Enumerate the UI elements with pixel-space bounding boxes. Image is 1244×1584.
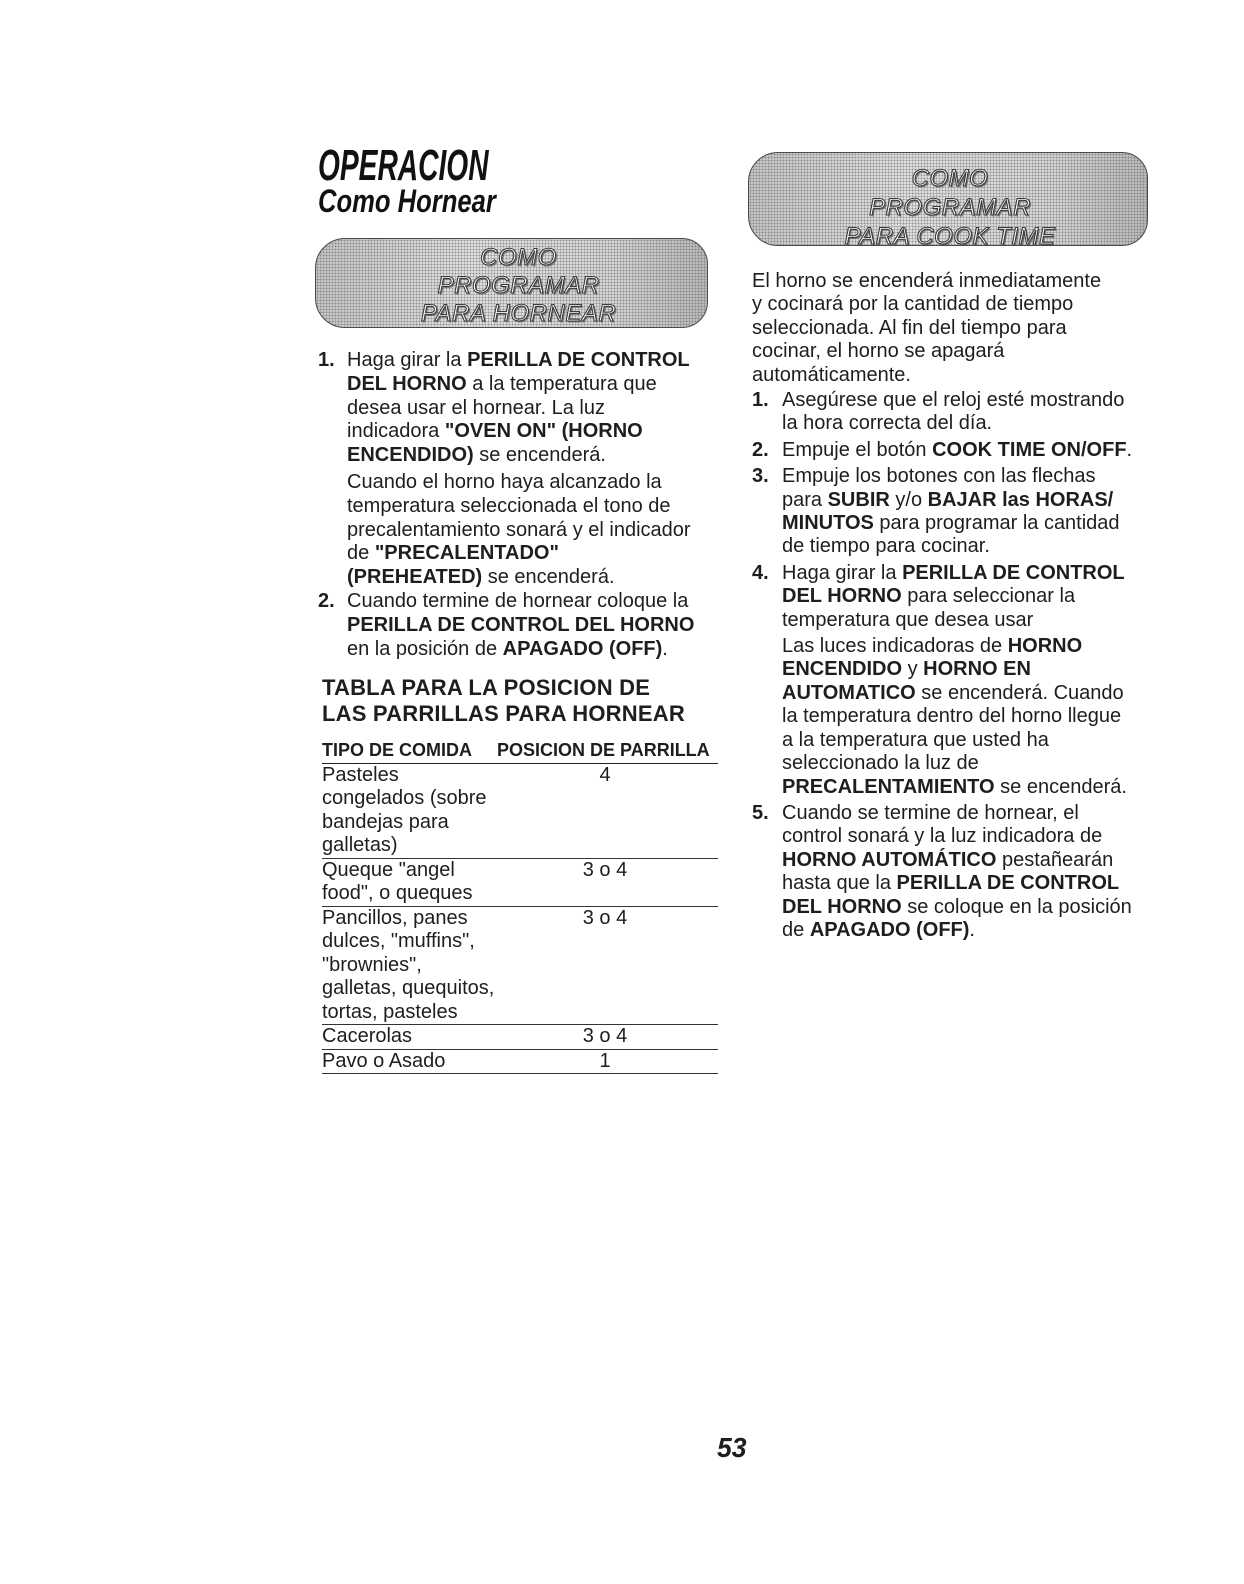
text-run: control sonará y la luz indicadora de bbox=[782, 825, 1103, 848]
text-line bbox=[782, 389, 1222, 412]
bold-text: COOK TIME ON/OFF bbox=[932, 438, 1127, 461]
step-text bbox=[347, 590, 748, 661]
bold-text: AUTOMATICO bbox=[782, 681, 916, 704]
text-run: hasta que la bbox=[782, 872, 897, 895]
food-line: Pancillos, panes bbox=[322, 906, 468, 929]
table-row bbox=[322, 907, 718, 1026]
food-line: congelados (sobre bbox=[322, 787, 487, 809]
step-item bbox=[752, 562, 1222, 799]
rack-position-cell: 3 o 4 bbox=[582, 1025, 628, 1047]
cook-time-intro bbox=[752, 270, 1222, 387]
text-line bbox=[347, 495, 748, 519]
rack-position-cell: 1 bbox=[599, 1049, 611, 1072]
text-run: la temperatura dentro del horno llegue bbox=[782, 705, 1122, 728]
table-row bbox=[322, 764, 718, 859]
text-line bbox=[782, 919, 1222, 942]
table-body bbox=[322, 764, 718, 1075]
bold-text: PERILLA DE CONTROL bbox=[902, 561, 1125, 584]
step-paragraph bbox=[347, 349, 748, 468]
text-run: de bbox=[782, 918, 810, 941]
bold-text: ENCENDIDO) bbox=[347, 444, 474, 467]
text-line bbox=[782, 705, 1222, 728]
banner-line: COMO bbox=[911, 165, 989, 192]
text-run: pestañearán bbox=[996, 848, 1114, 871]
text-line bbox=[782, 752, 1222, 775]
banner-line: PARA HORNEAR bbox=[420, 300, 617, 327]
text-run: precalentamiento sonará y el indicador bbox=[347, 518, 691, 541]
food-line: tortas, pasteles bbox=[322, 1000, 458, 1023]
bold-text: "OVEN ON" (HORNO bbox=[444, 420, 643, 443]
text-run: . bbox=[662, 637, 668, 660]
text-line bbox=[782, 825, 1222, 848]
text-run: se encenderá. Cuando bbox=[915, 681, 1124, 704]
text-line bbox=[782, 585, 1222, 608]
text-run: a la temperatura que usted ha bbox=[782, 728, 1049, 751]
step-number: 3. bbox=[752, 465, 769, 488]
text-run: Empuje los botones con las flechas bbox=[782, 465, 1096, 488]
text-line bbox=[347, 614, 748, 638]
step-text bbox=[782, 439, 1222, 462]
step-number: 5. bbox=[752, 801, 769, 824]
text-line bbox=[782, 439, 1222, 462]
text-line bbox=[347, 638, 748, 662]
column-header-rack-position: POSICION DE PARRILLA bbox=[497, 740, 710, 760]
table-row bbox=[322, 1050, 718, 1075]
step-paragraph bbox=[782, 465, 1222, 559]
step-text bbox=[782, 389, 1222, 436]
text-run: la hora correcta del día. bbox=[782, 412, 993, 435]
step-number: 2. bbox=[752, 438, 769, 461]
text-run: para seleccionar la bbox=[901, 585, 1076, 608]
text-line bbox=[782, 609, 1222, 632]
food-line: bandejas para bbox=[322, 810, 449, 833]
text-line bbox=[782, 535, 1222, 558]
page-number: 53 bbox=[717, 1432, 747, 1463]
text-line bbox=[347, 444, 748, 468]
text-line bbox=[347, 373, 748, 397]
step-text bbox=[782, 562, 1222, 799]
text-run: para bbox=[782, 488, 828, 511]
step-paragraph bbox=[782, 635, 1222, 799]
rack-position-cell: 3 o 4 bbox=[582, 906, 628, 929]
bold-text: PRECALENTAMIENTO bbox=[782, 775, 995, 798]
text-run: Empuje el botón bbox=[782, 438, 933, 461]
text-line bbox=[782, 465, 1222, 488]
table-heading-line: TABLA PARA LA POSICION DE bbox=[322, 675, 651, 700]
food-line: galletas) bbox=[322, 834, 398, 856]
text-line bbox=[782, 412, 1222, 435]
bold-text: ENCENDIDO bbox=[782, 658, 903, 681]
text-line bbox=[782, 682, 1222, 705]
text-run: en la posición de bbox=[347, 637, 503, 660]
step-paragraph bbox=[347, 590, 748, 661]
text-run: Cuando termine de hornear coloque la bbox=[347, 589, 689, 612]
text-run: Cuando el horno haya alcanzado la bbox=[347, 470, 662, 493]
banner-line: PROGRAMAR bbox=[869, 194, 1031, 221]
text-run: seleccionado la luz de bbox=[782, 752, 979, 775]
step-number: 4. bbox=[752, 561, 769, 584]
bold-text: BAJAR las HORAS/ bbox=[927, 488, 1114, 511]
banner-line: PROGRAMAR bbox=[437, 272, 600, 299]
table-header-row bbox=[322, 739, 718, 764]
bold-text: HORNO bbox=[1007, 635, 1083, 658]
bold-text: (PREHEATED) bbox=[347, 566, 483, 589]
text-run: se encenderá. bbox=[473, 444, 606, 467]
section-title: OPERACION bbox=[318, 141, 489, 190]
text-run: a la temperatura que bbox=[466, 372, 657, 395]
food-type-cell bbox=[322, 764, 572, 858]
food-line: Cacerolas bbox=[322, 1025, 413, 1047]
step-item bbox=[318, 349, 748, 590]
bold-text: DEL HORNO bbox=[782, 895, 902, 918]
bold-text: "PRECALENTADO" bbox=[374, 542, 559, 565]
text-run: desea usar el hornear. La luz bbox=[347, 396, 605, 419]
text-line bbox=[782, 849, 1222, 872]
step-item bbox=[752, 439, 1222, 462]
text-run: se encenderá. bbox=[994, 775, 1127, 798]
food-line: galletas, quequitos, bbox=[322, 977, 495, 999]
text-line bbox=[347, 471, 748, 495]
step-paragraph bbox=[782, 389, 1222, 436]
bold-text: PERILLA DE CONTROL DEL HORNO bbox=[347, 613, 695, 636]
table-heading bbox=[322, 675, 742, 726]
food-line: dulces, "muffins", bbox=[322, 930, 475, 952]
text-line bbox=[347, 566, 748, 590]
text-line bbox=[347, 349, 748, 373]
bold-text: PERILLA DE CONTROL bbox=[467, 349, 690, 371]
text-line bbox=[782, 635, 1222, 658]
step-text bbox=[782, 465, 1222, 559]
step-text bbox=[782, 802, 1222, 942]
text-line bbox=[782, 872, 1222, 895]
step-item bbox=[752, 802, 1222, 942]
text-run: Haga girar la bbox=[782, 561, 903, 584]
text-line bbox=[782, 776, 1222, 799]
text-run: . bbox=[1126, 438, 1133, 461]
bold-text: PERILLA DE CONTROL bbox=[896, 872, 1120, 895]
text-run: temperatura seleccionada el tono de bbox=[347, 494, 671, 517]
step-number: 2. bbox=[318, 589, 335, 612]
text-line bbox=[782, 489, 1222, 512]
intro-line: El horno se encenderá inmediatamente bbox=[752, 270, 1102, 292]
food-line: Pasteles bbox=[322, 763, 399, 786]
food-type-cell bbox=[322, 1025, 572, 1049]
text-line bbox=[347, 397, 748, 421]
text-line bbox=[782, 562, 1222, 585]
text-run: se encenderá. bbox=[482, 566, 615, 589]
food-type-cell bbox=[322, 907, 572, 1025]
banner-line: COMO bbox=[480, 244, 557, 271]
text-line bbox=[782, 802, 1222, 825]
food-type-cell bbox=[322, 859, 572, 906]
step-text bbox=[347, 349, 748, 590]
text-run: de bbox=[347, 542, 375, 565]
text-line bbox=[347, 542, 748, 566]
column-header-food-type: TIPO DE COMIDA bbox=[322, 740, 473, 760]
step-paragraph bbox=[347, 471, 748, 590]
text-line bbox=[782, 896, 1222, 919]
section-subtitle: Como Hornear bbox=[318, 183, 496, 219]
rack-position-cell: 4 bbox=[599, 763, 611, 786]
bold-text: DEL HORNO bbox=[347, 372, 467, 395]
text-run: . bbox=[969, 918, 975, 941]
text-line bbox=[347, 420, 748, 444]
text-line bbox=[782, 658, 1222, 681]
intro-line: automáticamente. bbox=[752, 363, 911, 386]
banner-line: PARA COOK TIME bbox=[844, 223, 1056, 250]
text-run: temperatura que desea usar bbox=[782, 608, 1034, 631]
text-run: y bbox=[902, 658, 924, 681]
food-type-cell bbox=[322, 1050, 572, 1074]
bold-text: HORNO AUTOMÁTICO bbox=[782, 848, 997, 871]
text-run: indicadora bbox=[347, 420, 445, 443]
text-run: de tiempo para cocinar. bbox=[782, 535, 990, 558]
text-line bbox=[347, 590, 748, 614]
intro-line: y cocinará por la cantidad de tiempo bbox=[752, 293, 1074, 316]
intro-line: cocinar, el horno se apagará bbox=[752, 340, 1005, 363]
text-run: Asegúrese que el reloj esté mostrando bbox=[782, 389, 1125, 411]
step-paragraph bbox=[782, 439, 1222, 462]
text-run: se coloque en la posición bbox=[901, 895, 1132, 918]
table-row bbox=[322, 859, 718, 907]
food-line: Pavo o Asado bbox=[322, 1049, 446, 1072]
bold-text: DEL HORNO bbox=[782, 585, 902, 608]
text-run: y/o bbox=[889, 488, 928, 511]
intro-line: seleccionada. Al fin del tiempo para bbox=[752, 316, 1067, 339]
step-item bbox=[752, 465, 1222, 559]
rack-position-cell: 3 o 4 bbox=[582, 858, 628, 881]
food-line: Queque "angel bbox=[322, 858, 455, 881]
programar-hornear-banner bbox=[315, 238, 708, 328]
table-row bbox=[322, 1025, 718, 1050]
step-number: 1. bbox=[752, 389, 769, 411]
programar-cook-time-banner bbox=[748, 152, 1148, 250]
table-heading-line: LAS PARRILLAS PARA HORNEAR bbox=[322, 700, 685, 726]
baking-steps-list bbox=[318, 349, 748, 661]
bold-text: SUBIR bbox=[827, 488, 890, 511]
food-line: "brownies", bbox=[322, 953, 422, 976]
cook-time-steps-list bbox=[752, 389, 1222, 942]
step-number: 1. bbox=[318, 349, 335, 371]
text-run: para programar la cantidad bbox=[873, 512, 1120, 535]
text-run: Las luces indicadoras de bbox=[782, 635, 1008, 658]
bold-text: MINUTOS bbox=[782, 512, 874, 535]
text-line bbox=[347, 519, 748, 543]
bold-text: APAGADO (OFF) bbox=[502, 637, 663, 660]
step-paragraph bbox=[782, 802, 1222, 942]
step-paragraph bbox=[782, 562, 1222, 632]
bold-text: HORNO EN bbox=[923, 658, 1031, 681]
step-item bbox=[318, 590, 748, 661]
text-run: Haga girar la bbox=[347, 349, 468, 371]
bold-text: APAGADO (OFF) bbox=[809, 918, 970, 941]
text-line bbox=[782, 729, 1222, 752]
food-line: food", o queques bbox=[322, 882, 473, 904]
text-run: Cuando se termine de hornear, el bbox=[782, 801, 1079, 824]
rack-position-table bbox=[322, 739, 718, 1074]
text-line bbox=[782, 512, 1222, 535]
step-item bbox=[752, 389, 1222, 436]
